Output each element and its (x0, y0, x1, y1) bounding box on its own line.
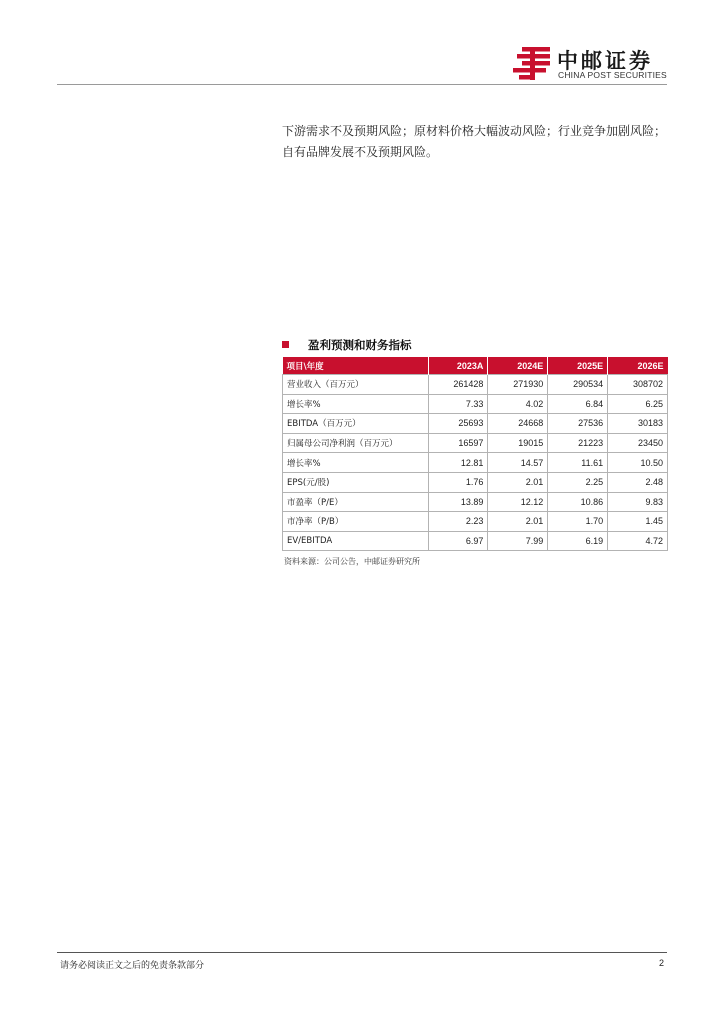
table-cell: 9.83 (608, 492, 668, 512)
header-cell-2023a: 2023A (428, 357, 488, 375)
row-label: 归属母公司净利润（百万元） (283, 433, 429, 453)
table-cell: 30183 (608, 414, 668, 434)
table-cell: 11.61 (548, 453, 608, 473)
table-cell: 23450 (608, 433, 668, 453)
header-cell-item: 项目\年度 (283, 357, 429, 375)
table-cell: 7.33 (428, 394, 488, 414)
table-cell: 1.70 (548, 512, 608, 532)
row-label: EBITDA（百万元） (283, 414, 429, 434)
table-cell: 16597 (428, 433, 488, 453)
row-label: EV/EBITDA (283, 531, 429, 551)
footer-divider (57, 952, 667, 953)
risk-warning-text: 下游需求不及预期风险；原材料价格大幅波动风险；行业竞争加剧风险；自有品牌发展不及预期风险。 (282, 124, 667, 159)
page-number: 2 (659, 958, 665, 968)
china-post-logo-icon (513, 44, 553, 82)
table-row (283, 492, 668, 512)
table-cell: 2.25 (548, 472, 608, 492)
row-label: 营业收入（百万元） (283, 375, 429, 395)
logo-chinese-name: 中邮证券 (557, 49, 653, 73)
table-cell: 6.84 (548, 394, 608, 414)
table-cell: 2.48 (608, 472, 668, 492)
table-row (283, 512, 668, 532)
table-cell: 6.25 (608, 394, 668, 414)
header-cell-2024e: 2024E (488, 357, 548, 375)
row-label: 市净率（P/B） (283, 512, 429, 532)
row-label: 增长率% (283, 453, 429, 473)
table-row (283, 433, 668, 453)
section-title-text: 盈利预测和财务指标 (308, 338, 412, 352)
table-cell: 6.19 (548, 531, 608, 551)
table-cell: 19015 (488, 433, 548, 453)
table-cell: 271930 (488, 375, 548, 395)
table-cell: 4.72 (608, 531, 668, 551)
table-cell: 4.02 (488, 394, 548, 414)
table-cell: 27536 (548, 414, 608, 434)
row-label: 增长率% (283, 394, 429, 414)
table-cell: 21223 (548, 433, 608, 453)
table-cell: 25693 (428, 414, 488, 434)
table-cell: 2.23 (428, 512, 488, 532)
table-cell: 13.89 (428, 492, 488, 512)
table-row (283, 453, 668, 473)
table-cell: 2.01 (488, 512, 548, 532)
table-row (283, 394, 668, 414)
header-divider (57, 84, 667, 85)
table-cell: 290534 (548, 375, 608, 395)
table-cell: 2.01 (488, 472, 548, 492)
table-header-row (283, 357, 668, 375)
table-cell: 1.45 (608, 512, 668, 532)
footer-disclaimer: 请务必阅读正文之后的免责条款部分 (60, 961, 205, 971)
row-label: 市盈率（P/E） (283, 492, 429, 512)
table-row (283, 472, 668, 492)
table-cell: 308702 (608, 375, 668, 395)
table-cell: 24668 (488, 414, 548, 434)
section-bullet-icon (282, 341, 289, 348)
table-cell: 6.97 (428, 531, 488, 551)
table-cell: 1.76 (428, 472, 488, 492)
data-source-note: 资料来源：公司公告，中邮证券研究所 (284, 557, 420, 566)
row-label: EPS(元/股) (283, 472, 429, 492)
table-cell: 12.81 (428, 453, 488, 473)
table-cell: 10.86 (548, 492, 608, 512)
table-row (283, 414, 668, 434)
table-row (283, 531, 668, 551)
table-cell: 14.57 (488, 453, 548, 473)
logo-english-name: CHINA POST SECURITIES (558, 70, 667, 80)
table-cell: 7.99 (488, 531, 548, 551)
table-cell: 10.50 (608, 453, 668, 473)
financial-forecast-table (282, 357, 668, 551)
header-cell-2025e: 2025E (548, 357, 608, 375)
header-cell-2026e: 2026E (608, 357, 668, 375)
table-cell: 261428 (428, 375, 488, 395)
table-cell: 12.12 (488, 492, 548, 512)
table-row (283, 375, 668, 395)
company-logo (513, 44, 669, 82)
